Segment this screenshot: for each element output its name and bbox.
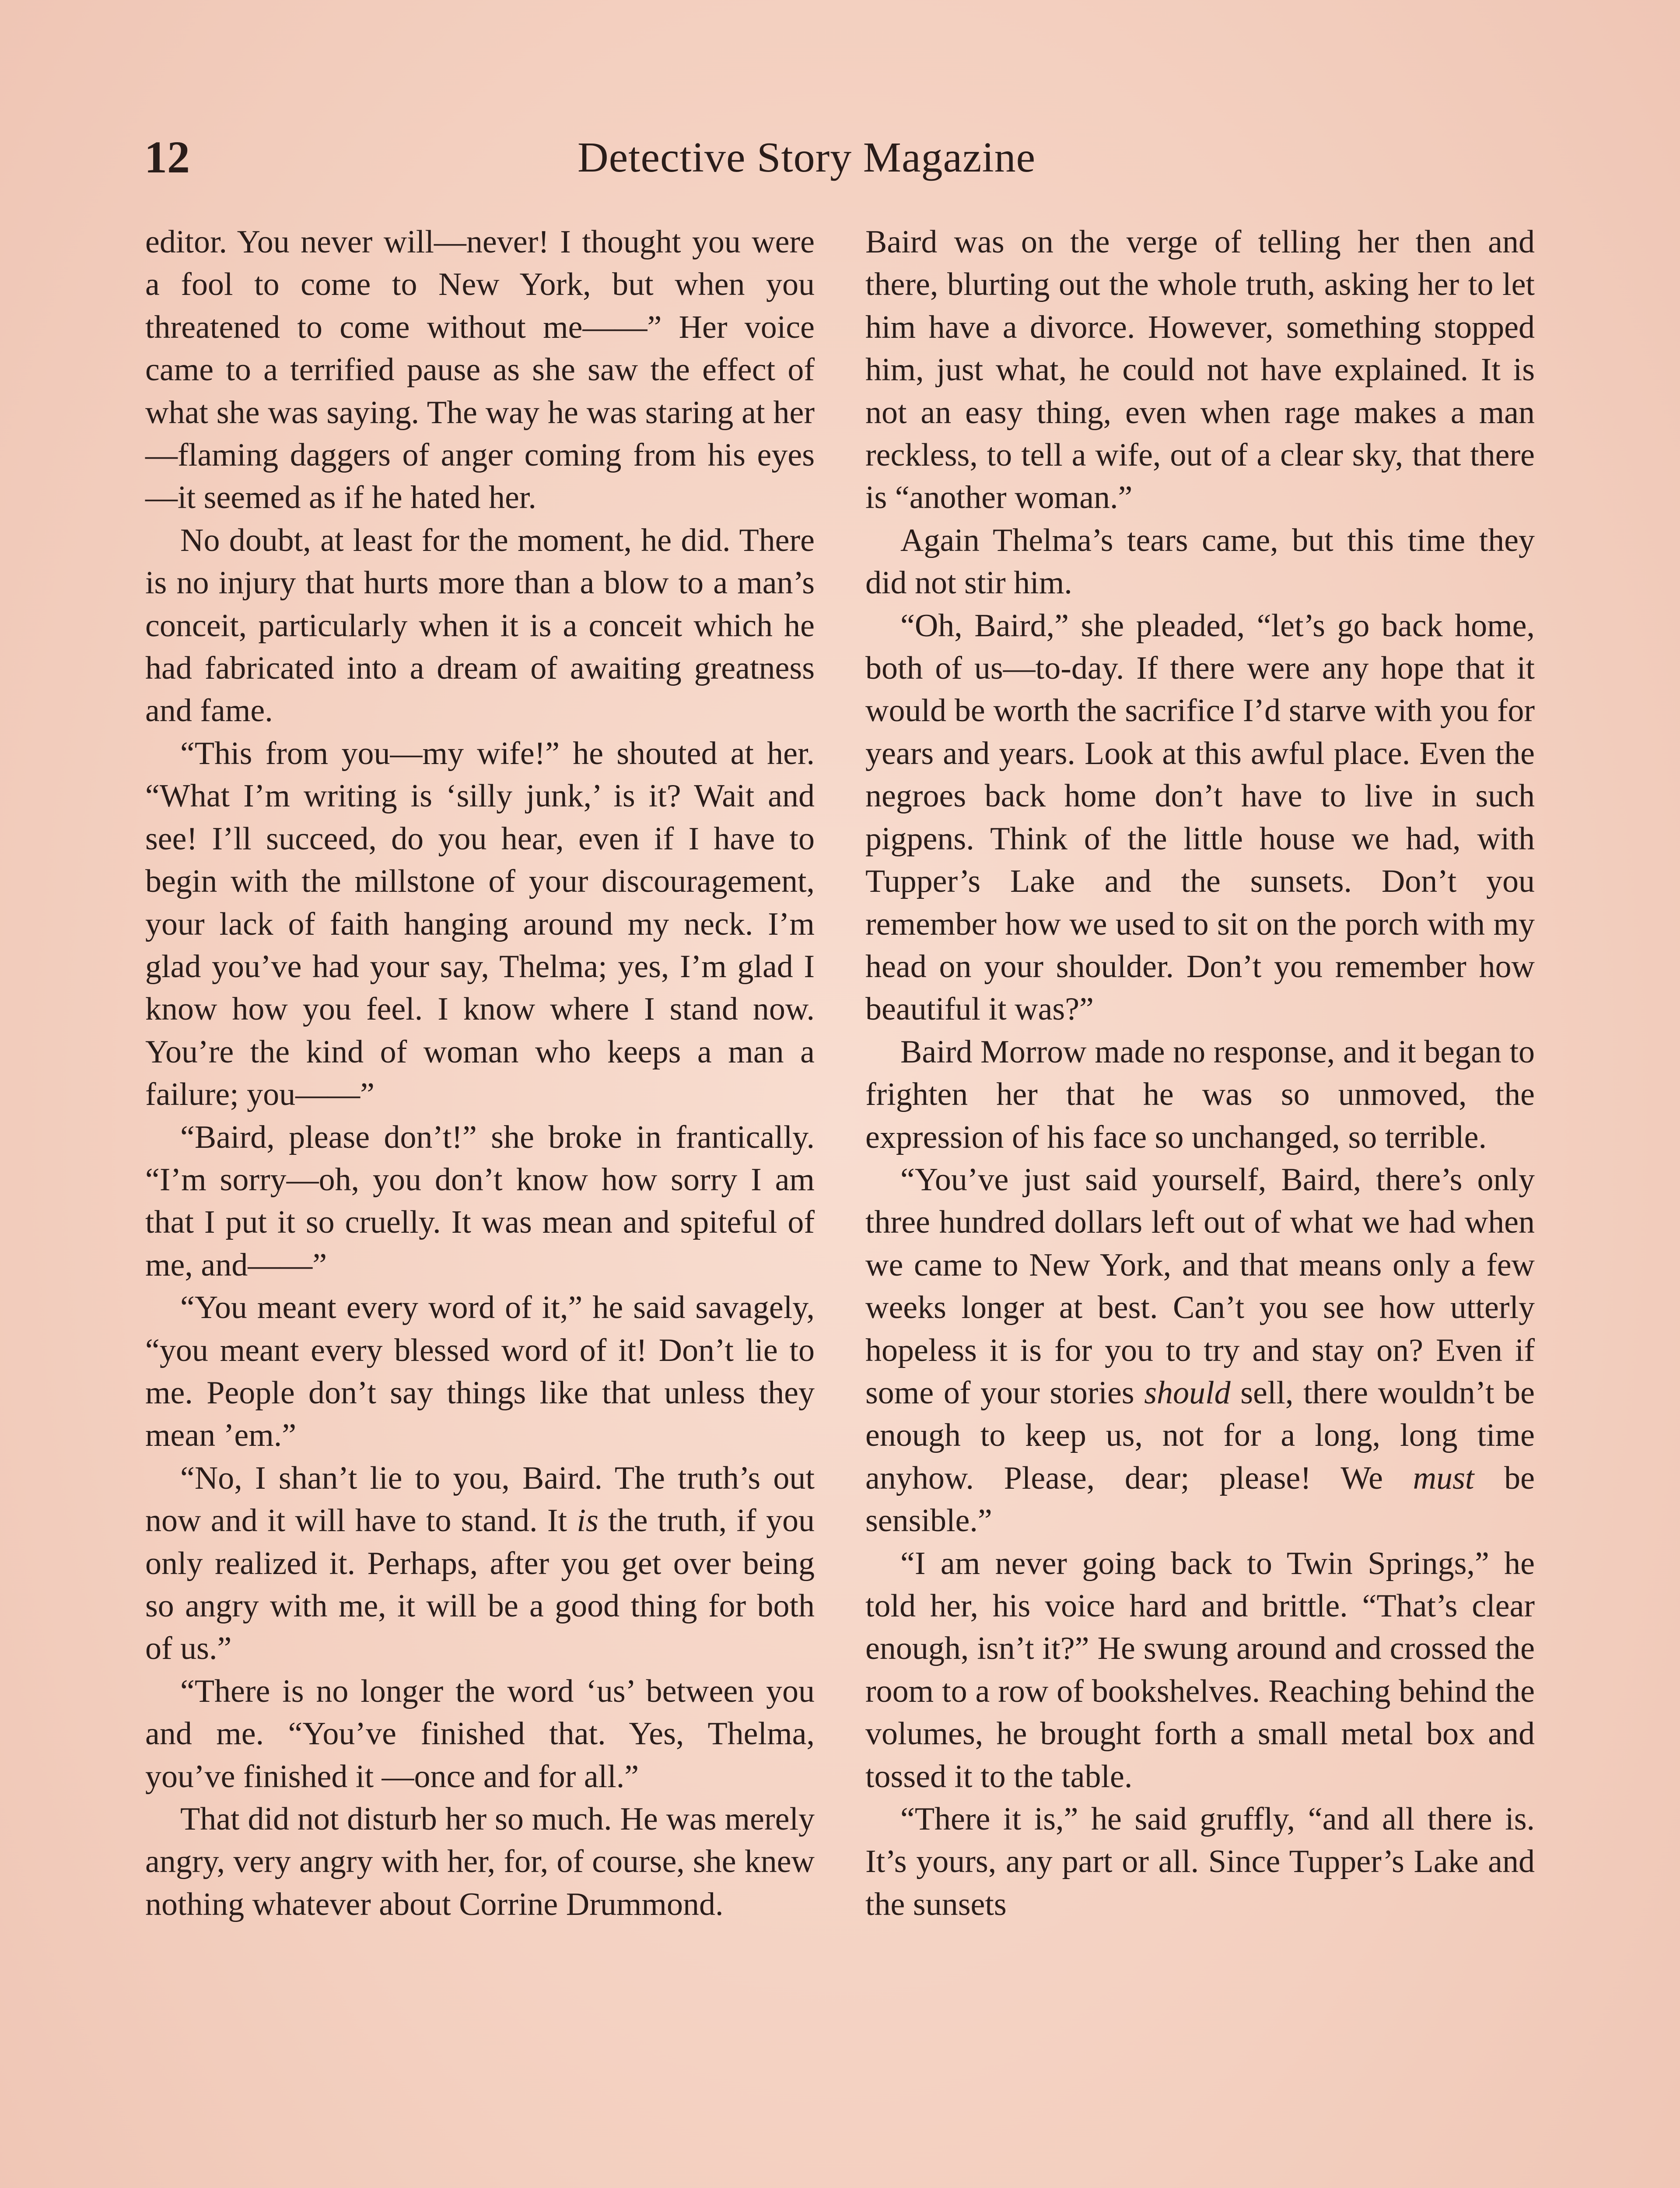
left-column [145,221,815,1926]
italic-text: should [1144,1375,1231,1411]
italic-text: is [577,1503,598,1539]
paragraph: That did not disturb her so much. He was merely angry, very angry with her, for, of course, she knew nothing whatever about Corrine Drummond. [145,1801,815,1922]
paragraph: Baird was on the verge of telling her then and there, blurting out the whole truth, asking her to let him have a divorce. However, something stopped him, just what, he could not have explained. It is not an easy thing, even when rage makes a man reckless, to tell a wife, out of a clear sky, that there is “another woman.” [865,224,1535,516]
paragraph: “There is no longer the word ‘us’ between you and me. “You’ve finished that. Yes, Thelma, you’ve finished it —once and for all.” [145,1673,815,1795]
paragraph [145,1457,815,1670]
paragraph: “There it is,” he said gruffly, “and all there is. It’s yours, any part or all. Since Tupper’s Lake and the sunsets [865,1801,1535,1922]
paragraph: No doubt, at least for the moment, he did. There is no injury that hurts more than a blow to a man’s conceit, particularly when it is a conceit which he had fabricated into a dream of awaiting greatness and fame. [145,522,815,729]
italic-text: must [1413,1460,1474,1496]
page-number: 12 [144,132,190,182]
paragraph [865,1159,1535,1543]
right-column [865,221,1535,1926]
magazine-title: Detective Story Magazine [578,134,1036,181]
text-run: sell, there wouldn’t be enough to keep us, not for a long, long time anyhow. Please, dear; please! We [865,1375,1535,1496]
paragraph: editor. You never will—never! I thought you were a fool to come to New York, but when you threatened to come without me——” Her voice came to a terrified pause as she saw the effect of what she was saying. The way he was staring at her—flaming daggers of anger coming from his eyes—it seemed as if he hated her. [145,224,815,516]
text-run: “You’ve just said yourself, Baird, there’s only three hundred dollars left out of what we had when we came to New York, and that means only a few weeks longer at best. Can’t you see how utterly hopeless it is for you to try and stay on? Even if some of your stories [865,1161,1535,1411]
page-header [144,129,1129,186]
paragraph: Again Thelma’s tears came, but this time they did not stir him. [865,522,1535,601]
paragraph: Baird Morrow made no response, and it began to frighten her that he was so unmoved, the expression of his face so unchanged, so terrible. [865,1034,1535,1155]
paragraph: “I am never going back to Twin Springs,” he told her, his voice hard and brittle. “That’s clear enough, isn’t it?” He swung around and crossed the room to a row of bookshelves. Reaching behind the volumes, he brought forth a small metal box and tossed it to the table. [865,1545,1535,1795]
text-run: “No, I shan’t lie to you, Baird. The truth’s out now and it will have to stand. It [145,1460,815,1539]
paragraph: “Oh, Baird,” she pleaded, “let’s go back home, both of us—to-day. If there were any hope that it would be worth the sacrifice I’d starve with you for years and years. Look at this awful place. Even the negroes back home don’t have to live in such pigpens. Think of the little house we had, with Tupper’s Lake and the sunsets. Don’t you remember how we used to sit on the porch with my head on your shoulder. Don’t you remember how beautiful it was?” [865,607,1535,1027]
paragraph: “This from you—my wife!” he shouted at her. “What I’m writing is ‘silly junk,’ is it? Wait and see! I’ll succeed, do you hear, even if I have to begin with the millstone of your discouragement, your lack of faith hanging around my neck. I’m glad you’ve had your say, Thelma; yes, I’m glad I know how you feel. I know where I stand now. You’re the kind of woman who keeps a man a failure; you——” [145,735,815,1113]
paragraph: “Baird, please don’t!” she broke in frantically. “I’m sorry—oh, you don’t know how sorry I am that I put it so cruelly. It was mean and spiteful of me, and——” [145,1119,815,1283]
text-run: be sensible.” [865,1460,1535,1539]
text-run: the truth, if you only realized it. Perhaps, after you get over being so angry with me, it will be a good thing for both of us.” [145,1503,815,1667]
paragraph: “You meant every word of it,” he said savagely, “you meant every blessed word of it! Don’t lie to me. People don’t say things like that unless they mean ’em.” [145,1290,815,1454]
